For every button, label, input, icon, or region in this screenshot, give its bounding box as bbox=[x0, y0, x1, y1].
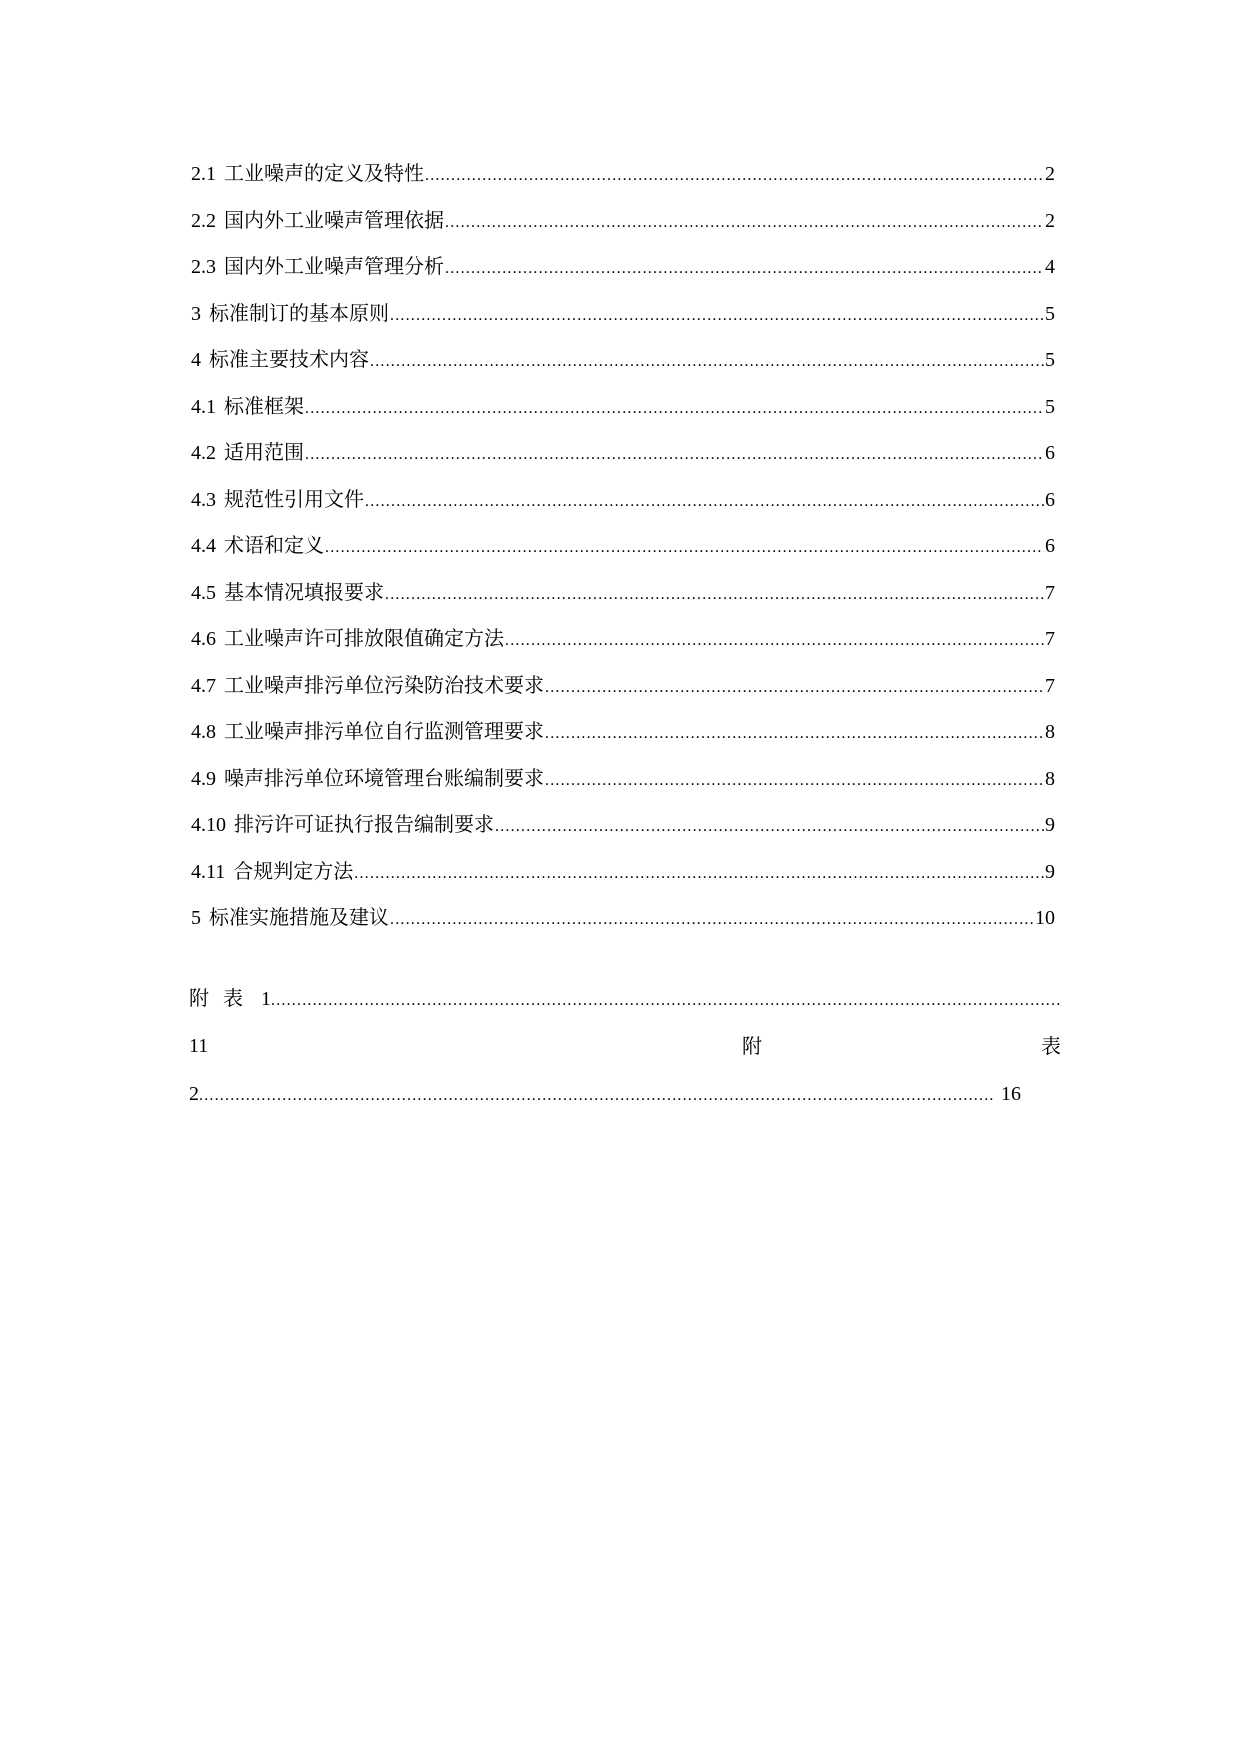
toc-entry-number: 4.5 bbox=[191, 581, 216, 604]
toc-entry[interactable] bbox=[191, 576, 1055, 623]
toc-entry-title: 工业噪声的定义及特性 bbox=[224, 161, 424, 185]
toc-entry-title: 工业噪声许可排放限值确定方法 bbox=[224, 626, 504, 650]
toc-entry-page: 5 bbox=[1045, 395, 1055, 418]
toc-entry-page: 7 bbox=[1045, 628, 1055, 650]
table-of-contents bbox=[191, 157, 1055, 948]
toc-dot-leader bbox=[325, 532, 1044, 564]
toc-entry[interactable] bbox=[191, 762, 1055, 809]
toc-entry[interactable] bbox=[191, 250, 1055, 297]
appendix-label-char: 表 bbox=[1041, 1034, 1061, 1058]
appendix-dot-leader bbox=[271, 985, 1061, 1017]
toc-dot-leader bbox=[385, 579, 1044, 611]
toc-entry-number: 4.3 bbox=[191, 488, 216, 511]
toc-entry-title: 合规判定方法 bbox=[233, 858, 354, 883]
appendix-line[interactable] bbox=[189, 982, 1061, 1030]
toc-entry-title: 标准制订的基本原则 bbox=[209, 300, 389, 325]
toc-entry[interactable] bbox=[191, 483, 1055, 530]
toc-dot-leader bbox=[390, 300, 1044, 332]
toc-entry[interactable] bbox=[191, 390, 1055, 437]
appendix-label-char: 附 bbox=[742, 1034, 762, 1058]
toc-entry-title: 国内外工业噪声管理依据 bbox=[224, 207, 444, 232]
toc-entry-number: 4.2 bbox=[191, 442, 216, 464]
toc-entry-page: 7 bbox=[1045, 581, 1055, 604]
toc-dot-leader bbox=[445, 253, 1044, 285]
toc-entry-number: 3 bbox=[191, 302, 201, 325]
appendix-line[interactable] bbox=[189, 1078, 1021, 1126]
toc-dot-leader bbox=[305, 393, 1044, 425]
appendix-page: 16 bbox=[1001, 1083, 1021, 1105]
toc-entry-number: 4 bbox=[191, 349, 201, 371]
toc-entry[interactable] bbox=[191, 297, 1055, 344]
toc-entry-title: 规范性引用文件 bbox=[224, 486, 364, 511]
toc-entry-page: 2 bbox=[1045, 163, 1055, 185]
toc-entry-number: 5 bbox=[191, 907, 201, 929]
appendix-number: 1 bbox=[261, 988, 271, 1010]
toc-entry-page: 4 bbox=[1045, 256, 1055, 278]
toc-entry-page: 6 bbox=[1045, 442, 1055, 464]
toc-entry-page: 6 bbox=[1045, 535, 1055, 557]
toc-entry-title: 基本情况填报要求 bbox=[224, 579, 384, 604]
toc-entry-title: 噪声排污单位环境管理台账编制要求 bbox=[224, 765, 544, 790]
toc-entry-title: 排污许可证执行报告编制要求 bbox=[234, 812, 494, 836]
toc-entry-number: 4.6 bbox=[191, 628, 216, 650]
toc-dot-leader bbox=[445, 207, 1044, 239]
toc-entry[interactable] bbox=[191, 715, 1055, 762]
toc-dot-leader bbox=[305, 439, 1044, 471]
toc-dot-leader bbox=[390, 904, 1034, 936]
toc-entry[interactable] bbox=[191, 808, 1055, 855]
toc-entry-page: 5 bbox=[1045, 349, 1055, 371]
toc-entry-title: 适用范围 bbox=[224, 440, 304, 464]
toc-entry-number: 4.7 bbox=[191, 674, 216, 697]
toc-dot-leader bbox=[545, 765, 1044, 797]
toc-dot-leader bbox=[354, 858, 1044, 890]
toc-dot-leader bbox=[545, 718, 1044, 750]
toc-entry-page: 6 bbox=[1045, 488, 1055, 511]
toc-entry-page: 10 bbox=[1035, 907, 1055, 929]
appendix-entries bbox=[189, 982, 1061, 1126]
toc-entry[interactable] bbox=[191, 529, 1055, 576]
appendix-line[interactable] bbox=[189, 1030, 1061, 1078]
toc-entry-number: 4.11 bbox=[191, 860, 226, 883]
toc-entry[interactable] bbox=[191, 669, 1055, 716]
toc-entry-number: 2.1 bbox=[191, 163, 216, 185]
appendix-label-char: 附 bbox=[189, 986, 209, 1010]
toc-entry-number: 4.4 bbox=[191, 535, 216, 557]
appendix-page: 11 bbox=[189, 1035, 209, 1057]
toc-entry-page: 5 bbox=[1045, 302, 1055, 325]
appendix-label-char: 表 bbox=[223, 986, 243, 1010]
toc-entry-title: 工业噪声排污单位污染防治技术要求 bbox=[224, 672, 544, 697]
toc-entry-title: 工业噪声排污单位自行监测管理要求 bbox=[224, 719, 544, 743]
toc-entry-page: 8 bbox=[1045, 767, 1055, 790]
toc-dot-leader bbox=[495, 811, 1044, 843]
toc-entry[interactable] bbox=[191, 204, 1055, 251]
toc-dot-leader bbox=[505, 625, 1044, 657]
toc-entry-title: 国内外工业噪声管理分析 bbox=[224, 254, 444, 278]
toc-entry[interactable] bbox=[191, 901, 1055, 948]
toc-entry[interactable] bbox=[191, 157, 1055, 204]
toc-entry-title: 术语和定义 bbox=[224, 533, 324, 557]
toc-entry-number: 2.3 bbox=[191, 256, 216, 278]
toc-dot-leader bbox=[370, 346, 1044, 378]
toc-dot-leader bbox=[545, 672, 1044, 704]
toc-entry-number: 2.2 bbox=[191, 209, 216, 232]
toc-dot-leader bbox=[365, 486, 1044, 518]
toc-entry-page: 9 bbox=[1045, 860, 1055, 883]
toc-entry-title: 标准框架 bbox=[224, 393, 304, 418]
toc-entry-page: 7 bbox=[1045, 674, 1055, 697]
toc-entry-number: 4.10 bbox=[191, 814, 226, 836]
toc-entry[interactable] bbox=[191, 343, 1055, 390]
toc-entry-title: 标准实施措施及建议 bbox=[209, 905, 389, 929]
toc-entry-number: 4.1 bbox=[191, 395, 216, 418]
toc-entry[interactable] bbox=[191, 622, 1055, 669]
toc-dot-leader bbox=[425, 160, 1044, 192]
appendix-dot-leader bbox=[199, 1080, 995, 1112]
toc-entry-page: 2 bbox=[1045, 209, 1055, 232]
toc-entry[interactable] bbox=[191, 855, 1055, 902]
toc-entry-number: 4.8 bbox=[191, 721, 216, 743]
toc-entry-page: 9 bbox=[1045, 814, 1055, 836]
toc-entry-number: 4.9 bbox=[191, 767, 216, 790]
toc-entry-title: 标准主要技术内容 bbox=[209, 347, 369, 371]
toc-entry-page: 8 bbox=[1045, 721, 1055, 743]
toc-entry[interactable] bbox=[191, 436, 1055, 483]
appendix-number: 2 bbox=[189, 1083, 199, 1105]
